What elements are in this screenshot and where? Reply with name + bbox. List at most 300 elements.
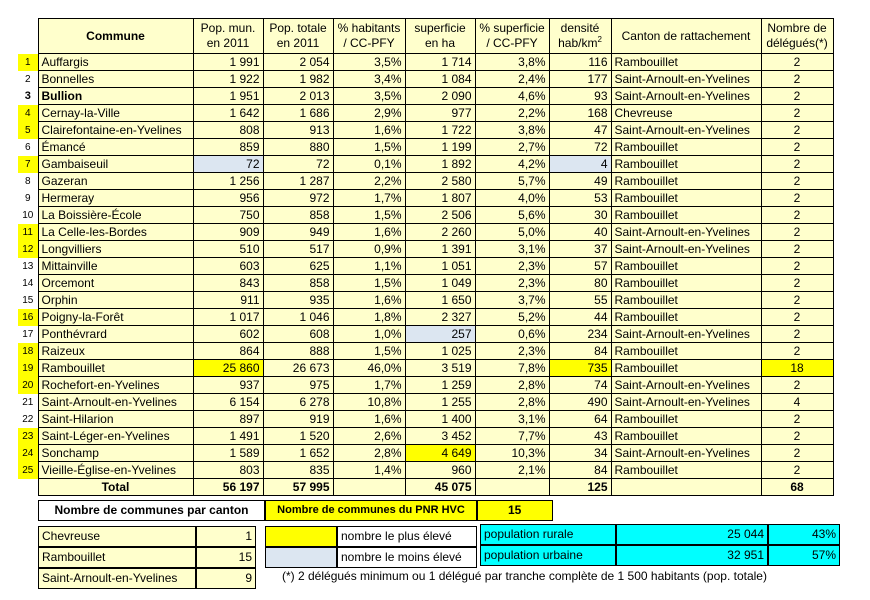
table-row (18, 326, 833, 343)
header-densite-line1: densité (560, 21, 600, 35)
commune-name-cell: Gazeran (38, 173, 193, 190)
canton-count-1: 15 (196, 547, 256, 568)
delegues-cell: 2 (761, 411, 833, 428)
pop-mun-cell: 803 (193, 462, 263, 479)
table-row (18, 292, 833, 309)
canton-cell: Rambouillet (611, 343, 761, 360)
pop-mun-cell: 843 (193, 275, 263, 292)
total-delegues: 68 (761, 479, 833, 496)
delegues-cell: 4 (761, 394, 833, 411)
pop-tot-cell: 949 (263, 224, 333, 241)
delegues-cell: 2 (761, 54, 833, 71)
superficie-cell: 1 400 (405, 411, 475, 428)
pct-sup-cell: 5,0% (475, 224, 549, 241)
pct-hab-cell: 1,4% (333, 462, 405, 479)
delegues-cell: 2 (761, 224, 833, 241)
delegues-cell: 2 (761, 445, 833, 462)
header-index (18, 19, 38, 54)
rural-value: 25 044 (616, 524, 768, 545)
commune-name-cell: Bullion (38, 88, 193, 105)
pct-hab-cell: 0,9% (333, 241, 405, 258)
pop-tot-cell: 72 (263, 156, 333, 173)
pct-hab-cell: 1,5% (333, 207, 405, 224)
commune-name-cell: Gambaiseuil (38, 156, 193, 173)
pct-sup-cell: 4,2% (475, 156, 549, 173)
commune-name-cell: Sonchamp (38, 445, 193, 462)
superficie-cell: 1 722 (405, 122, 475, 139)
delegues-cell: 2 (761, 326, 833, 343)
header-pop-tot (263, 19, 333, 54)
table-row (18, 258, 833, 275)
densite-cell: 43 (549, 428, 611, 445)
pop-mun-cell: 72 (193, 156, 263, 173)
canton-cell: Rambouillet (611, 292, 761, 309)
commune-name-cell: La Boissière-École (38, 207, 193, 224)
commune-name-cell: Vieille-Église-en-Yvelines (38, 462, 193, 479)
pct-sup-cell: 2,2% (475, 105, 549, 122)
row-index: 1 (18, 54, 38, 71)
superficie-cell: 1 199 (405, 139, 475, 156)
commune-name-cell: Bonnelles (38, 71, 193, 88)
total-densite: 125 (549, 479, 611, 496)
pct-hab-cell: 1,6% (333, 224, 405, 241)
canton-cell: Saint-Arnoult-en-Yvelines (611, 71, 761, 88)
pct-sup-cell: 10,3% (475, 445, 549, 462)
commune-name-cell: Hermeray (38, 190, 193, 207)
pop-mun-cell: 956 (193, 190, 263, 207)
commune-name-cell: Longvilliers (38, 241, 193, 258)
pct-sup-cell: 2,1% (475, 462, 549, 479)
pop-tot-cell: 1 046 (263, 309, 333, 326)
densite-cell: 53 (549, 190, 611, 207)
superficie-cell: 1 714 (405, 54, 475, 71)
table-row (18, 173, 833, 190)
pct-sup-cell: 2,4% (475, 71, 549, 88)
table-row (18, 445, 833, 462)
pop-mun-cell: 602 (193, 326, 263, 343)
canton-count-2: 9 (196, 568, 256, 589)
pct-hab-cell: 1,6% (333, 122, 405, 139)
header-pop-tot-line2: en 2011 (276, 36, 320, 50)
canton-cell: Chevreuse (611, 105, 761, 122)
superficie-cell: 1 051 (405, 258, 475, 275)
table-row (18, 377, 833, 394)
pop-tot-cell: 919 (263, 411, 333, 428)
pop-mun-cell: 750 (193, 207, 263, 224)
header-canton: Canton de rattachement (611, 19, 761, 54)
superficie-cell: 1 892 (405, 156, 475, 173)
pct-sup-cell: 5,2% (475, 309, 549, 326)
pop-mun-cell: 864 (193, 343, 263, 360)
canton-cell: Saint-Arnoult-en-Yvelines (611, 394, 761, 411)
delegues-cell: 2 (761, 122, 833, 139)
legend-low-swatch (265, 547, 337, 568)
superficie-cell: 1 259 (405, 377, 475, 394)
pop-mun-cell: 1 991 (193, 54, 263, 71)
pct-sup-cell: 2,8% (475, 394, 549, 411)
pop-tot-cell: 517 (263, 241, 333, 258)
commune-name-cell: Ponthévrard (38, 326, 193, 343)
densite-cell: 57 (549, 258, 611, 275)
delegues-cell: 2 (761, 462, 833, 479)
pct-hab-cell: 0,1% (333, 156, 405, 173)
rural-label: population rurale (480, 524, 616, 545)
pop-mun-cell: 510 (193, 241, 263, 258)
canton-name-0: Chevreuse (38, 526, 196, 547)
canton-cell: Rambouillet (611, 258, 761, 275)
delegues-cell: 2 (761, 428, 833, 445)
pop-mun-cell: 909 (193, 224, 263, 241)
pop-tot-cell: 880 (263, 139, 333, 156)
pct-hab-cell: 1,6% (333, 411, 405, 428)
densite-cell: 44 (549, 309, 611, 326)
commune-name-cell: Rambouillet (38, 360, 193, 377)
table-row (18, 343, 833, 360)
pct-hab-cell: 1,1% (333, 258, 405, 275)
pop-tot-cell: 1 982 (263, 71, 333, 88)
table-row (18, 224, 833, 241)
urban-pct: 57% (768, 545, 840, 566)
pct-sup-cell: 0,6% (475, 326, 549, 343)
pop-mun-cell: 1 491 (193, 428, 263, 445)
pop-mun-cell: 1 951 (193, 88, 263, 105)
pct-hab-cell: 1,5% (333, 139, 405, 156)
header-pct-sup-line2: / CC-PFY (486, 36, 538, 50)
urban-label: population urbaine (480, 545, 616, 566)
superficie-cell: 1 084 (405, 71, 475, 88)
header-commune: Commune (38, 19, 193, 54)
canton-cell: Rambouillet (611, 462, 761, 479)
superficie-cell: 2 506 (405, 207, 475, 224)
table-row (18, 207, 833, 224)
table-row (18, 394, 833, 411)
commune-name-cell: Raizeux (38, 343, 193, 360)
pct-hab-cell: 1,5% (333, 275, 405, 292)
pct-sup-cell: 2,3% (475, 258, 549, 275)
pct-hab-cell: 1,5% (333, 343, 405, 360)
densite-cell: 234 (549, 326, 611, 343)
superficie-cell: 1 650 (405, 292, 475, 309)
table-row (18, 360, 833, 377)
superficie-cell: 977 (405, 105, 475, 122)
canton-name-2: Saint-Arnoult-en-Yvelines (38, 568, 196, 589)
densite-cell: 55 (549, 292, 611, 309)
row-index: 20 (18, 377, 38, 394)
header-densite-sup: 2 (597, 35, 602, 44)
delegues-cell: 2 (761, 88, 833, 105)
pct-hab-cell: 1,7% (333, 377, 405, 394)
table-row (18, 122, 833, 139)
densite-cell: 735 (549, 360, 611, 377)
pop-tot-cell: 935 (263, 292, 333, 309)
canton-cell: Rambouillet (611, 173, 761, 190)
pct-sup-cell: 7,7% (475, 428, 549, 445)
header-pop-tot-line1: Pop. totale (269, 21, 327, 35)
table-row (18, 88, 833, 105)
superficie-cell: 2 260 (405, 224, 475, 241)
canton-cell: Rambouillet (611, 411, 761, 428)
pct-hab-cell: 10,8% (333, 394, 405, 411)
header-delegues-line2: délégués(*) (766, 36, 828, 50)
pct-sup-cell: 3,7% (475, 292, 549, 309)
total-pop-mun: 56 197 (193, 479, 263, 496)
pop-mun-cell: 1 922 (193, 71, 263, 88)
canton-cell: Saint-Arnoult-en-Yvelines (611, 241, 761, 258)
pct-sup-cell: 2,8% (475, 377, 549, 394)
densite-cell: 40 (549, 224, 611, 241)
rural-pct: 43% (768, 524, 840, 545)
pop-mun-cell: 1 642 (193, 105, 263, 122)
commune-table (18, 18, 834, 496)
row-index: 13 (18, 258, 38, 275)
pop-tot-cell: 1 652 (263, 445, 333, 462)
pop-mun-cell: 603 (193, 258, 263, 275)
superficie-cell: 1 807 (405, 190, 475, 207)
delegues-cell: 2 (761, 207, 833, 224)
header-densite-line2: hab/km (558, 36, 598, 50)
total-canton (611, 479, 761, 496)
canton-cell: Rambouillet (611, 309, 761, 326)
commune-name-cell: Orphin (38, 292, 193, 309)
commune-name-cell: Saint-Arnoult-en-Yvelines (38, 394, 193, 411)
superficie-cell: 3 519 (405, 360, 475, 377)
total-superficie: 45 075 (405, 479, 475, 496)
canton-cell: Rambouillet (611, 190, 761, 207)
delegues-cell: 2 (761, 139, 833, 156)
row-index: 14 (18, 275, 38, 292)
pop-mun-cell: 1 256 (193, 173, 263, 190)
pop-tot-cell: 625 (263, 258, 333, 275)
superficie-cell: 1 391 (405, 241, 475, 258)
densite-cell: 168 (549, 105, 611, 122)
pct-hab-cell: 1,6% (333, 292, 405, 309)
header-delegues (761, 19, 833, 54)
densite-cell: 49 (549, 173, 611, 190)
header-superficie-line1: superficie (414, 21, 466, 35)
canton-cell: Saint-Arnoult-en-Yvelines (611, 224, 761, 241)
pop-mun-cell: 1 017 (193, 309, 263, 326)
row-index: 8 (18, 173, 38, 190)
delegues-cell: 2 (761, 190, 833, 207)
commune-name-cell: Auffargis (38, 54, 193, 71)
superficie-cell: 4 649 (405, 445, 475, 462)
pop-tot-cell: 6 278 (263, 394, 333, 411)
pct-hab-cell: 1,0% (333, 326, 405, 343)
total-pct-hab (333, 479, 405, 496)
pop-mun-cell: 25 860 (193, 360, 263, 377)
table-row (18, 462, 833, 479)
header-pct-hab-line2: / CC-PFY (343, 36, 395, 50)
row-index: 15 (18, 292, 38, 309)
pop-tot-cell: 975 (263, 377, 333, 394)
superficie-cell: 1 025 (405, 343, 475, 360)
header-superficie-line2: en ha (424, 36, 456, 50)
commune-name-cell: Orcemont (38, 275, 193, 292)
table-row (18, 411, 833, 428)
pct-hab-cell: 3,5% (333, 54, 405, 71)
pop-tot-cell: 2 054 (263, 54, 333, 71)
canton-count-0: 1 (196, 526, 256, 547)
row-index: 24 (18, 445, 38, 462)
pop-tot-cell: 2 013 (263, 88, 333, 105)
row-index: 17 (18, 326, 38, 343)
densite-cell: 84 (549, 462, 611, 479)
pct-hab-cell: 1,7% (333, 190, 405, 207)
header-pop-mun (193, 19, 263, 54)
table-row (18, 105, 833, 122)
table-row (18, 428, 833, 445)
row-index: 6 (18, 139, 38, 156)
canton-cell: Rambouillet (611, 139, 761, 156)
row-index: 5 (18, 122, 38, 139)
pop-mun-cell: 859 (193, 139, 263, 156)
header-superficie (405, 19, 475, 54)
delegues-cell: 2 (761, 292, 833, 309)
commune-name-cell: Mittainville (38, 258, 193, 275)
commune-table-wrapper (18, 18, 834, 496)
pct-sup-cell: 4,6% (475, 88, 549, 105)
canton-cell: Rambouillet (611, 360, 761, 377)
densite-cell: 490 (549, 394, 611, 411)
pct-sup-cell: 3,1% (475, 241, 549, 258)
delegues-cell: 2 (761, 343, 833, 360)
canton-cell: Rambouillet (611, 207, 761, 224)
header-pct-sup (475, 19, 549, 54)
superficie-cell: 2 580 (405, 173, 475, 190)
table-row (18, 275, 833, 292)
footnote: (*) 2 délégués minimum ou 1 délégué par tranche complète de 1 500 habitants (pop. totale) (282, 569, 767, 583)
pct-sup-cell: 2,3% (475, 343, 549, 360)
superficie-cell: 2 327 (405, 309, 475, 326)
header-row (18, 19, 833, 54)
table-row (18, 190, 833, 207)
canton-cell: Saint-Arnoult-en-Yvelines (611, 326, 761, 343)
densite-cell: 34 (549, 445, 611, 462)
commune-name-cell: Saint-Léger-en-Yvelines (38, 428, 193, 445)
pop-mun-cell: 6 154 (193, 394, 263, 411)
delegues-cell: 2 (761, 173, 833, 190)
pop-mun-cell: 1 589 (193, 445, 263, 462)
delegues-cell: 2 (761, 309, 833, 326)
table-row (18, 54, 833, 71)
canton-cell: Saint-Arnoult-en-Yvelines (611, 88, 761, 105)
pop-tot-cell: 888 (263, 343, 333, 360)
pct-hab-cell: 1,8% (333, 309, 405, 326)
delegues-cell: 2 (761, 241, 833, 258)
superficie-cell: 2 090 (405, 88, 475, 105)
canton-name-1: Rambouillet (38, 547, 196, 568)
commune-name-cell: Poigny-la-Forêt (38, 309, 193, 326)
pct-hab-cell: 3,5% (333, 88, 405, 105)
pct-hab-cell: 3,4% (333, 71, 405, 88)
pct-sup-cell: 2,3% (475, 275, 549, 292)
pct-hab-cell: 2,2% (333, 173, 405, 190)
delegues-cell: 2 (761, 377, 833, 394)
pop-tot-cell: 1 520 (263, 428, 333, 445)
table-row (18, 309, 833, 326)
header-pct-hab-line1: % habitants (337, 21, 401, 35)
total-label: Total (38, 479, 193, 496)
row-index: 16 (18, 309, 38, 326)
canton-cell: Rambouillet (611, 428, 761, 445)
densite-cell: 72 (549, 139, 611, 156)
canton-cell: Rambouillet (611, 156, 761, 173)
pct-sup-cell: 4,0% (475, 190, 549, 207)
densite-cell: 84 (549, 343, 611, 360)
superficie-cell: 257 (405, 326, 475, 343)
canton-cell: Rambouillet (611, 54, 761, 71)
pct-sup-cell: 5,6% (475, 207, 549, 224)
total-pop-tot: 57 995 (263, 479, 333, 496)
row-index: 7 (18, 156, 38, 173)
densite-cell: 37 (549, 241, 611, 258)
densite-cell: 4 (549, 156, 611, 173)
pop-tot-cell: 858 (263, 207, 333, 224)
delegues-cell: 2 (761, 71, 833, 88)
pct-sup-cell: 3,1% (475, 411, 549, 428)
pop-tot-cell: 608 (263, 326, 333, 343)
legend-high-swatch (265, 526, 337, 547)
pct-hab-cell: 2,6% (333, 428, 405, 445)
total-pct-sup (475, 479, 549, 496)
superficie-cell: 1 255 (405, 394, 475, 411)
header-pop-mun-line2: en 2011 (206, 36, 250, 50)
densite-cell: 64 (549, 411, 611, 428)
commune-name-cell: Rochefort-en-Yvelines (38, 377, 193, 394)
table-row (18, 241, 833, 258)
header-pct-hab (333, 19, 405, 54)
row-index: 10 (18, 207, 38, 224)
pop-mun-cell: 911 (193, 292, 263, 309)
densite-cell: 116 (549, 54, 611, 71)
pct-sup-cell: 5,7% (475, 173, 549, 190)
delegues-cell: 2 (761, 105, 833, 122)
commune-name-cell: Clairefontaine-en-Yvelines (38, 122, 193, 139)
pop-tot-cell: 972 (263, 190, 333, 207)
commune-name-cell: Saint-Hilarion (38, 411, 193, 428)
header-pct-sup-line1: % superficie (479, 21, 545, 35)
commune-name-cell: La Celle-les-Bordes (38, 224, 193, 241)
row-index: 19 (18, 360, 38, 377)
densite-cell: 47 (549, 122, 611, 139)
delegues-cell: 2 (761, 156, 833, 173)
row-index: 9 (18, 190, 38, 207)
commune-name-cell: Émancé (38, 139, 193, 156)
row-index: 18 (18, 343, 38, 360)
canton-cell: Saint-Arnoult-en-Yvelines (611, 377, 761, 394)
delegues-cell: 18 (761, 360, 833, 377)
legend-low-label: nombre le moins élevé (337, 547, 477, 568)
pop-tot-cell: 1 287 (263, 173, 333, 190)
table-row (18, 156, 833, 173)
pop-tot-cell: 913 (263, 122, 333, 139)
densite-cell: 93 (549, 88, 611, 105)
superficie-cell: 3 452 (405, 428, 475, 445)
superficie-cell: 960 (405, 462, 475, 479)
pct-sup-cell: 3,8% (475, 54, 549, 71)
pct-hab-cell: 46,0% (333, 360, 405, 377)
canton-cell: Saint-Arnoult-en-Yvelines (611, 445, 761, 462)
total-row (18, 479, 833, 496)
legend-high-label: nombre le plus élevé (337, 526, 477, 547)
table-row (18, 71, 833, 88)
table-row (18, 139, 833, 156)
row-index: 22 (18, 411, 38, 428)
pop-tot-cell: 858 (263, 275, 333, 292)
delegues-cell: 2 (761, 275, 833, 292)
canton-count-title: Nombre de communes par canton (38, 500, 265, 521)
row-index: 11 (18, 224, 38, 241)
